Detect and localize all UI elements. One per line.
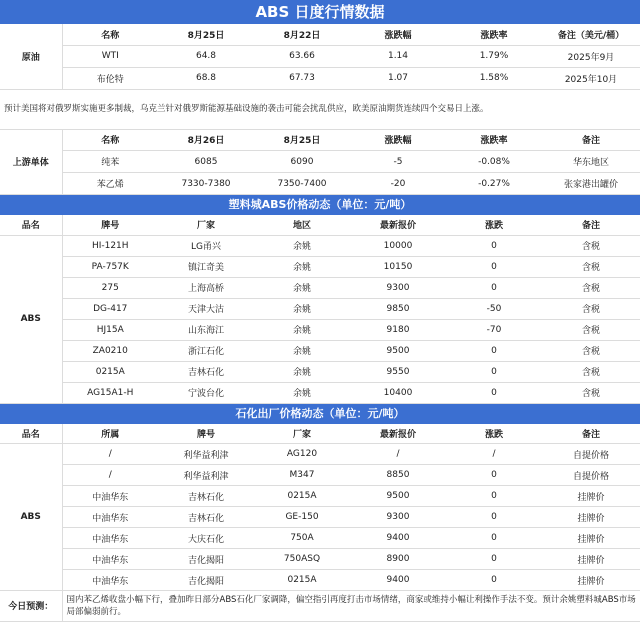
header-cell: 涨跌幅 (350, 24, 446, 45)
table-cell: 1.79% (446, 45, 542, 67)
table-cell: 0 (446, 382, 542, 403)
table-cell: 利华益利津 (158, 444, 254, 465)
factory-price-banner: 石化出厂价格动态（单位：元/吨） (0, 404, 640, 424)
table-cell: 0215A (62, 361, 158, 382)
table-cell: 0 (446, 465, 542, 486)
table-cell: 9850 (350, 298, 446, 319)
table-cell: -0.08% (446, 151, 542, 173)
crude-oil-label: 原油 (0, 24, 62, 89)
table-cell: 0215A (254, 486, 350, 507)
table-cell: 8850 (350, 465, 446, 486)
table-cell: 镇江奇美 (158, 256, 254, 277)
table-cell: 1.14 (350, 45, 446, 67)
table-cell: M347 (254, 465, 350, 486)
table-cell: 10400 (350, 382, 446, 403)
table-cell: 余姚 (254, 277, 350, 298)
header-cell: 备注 (542, 424, 640, 444)
table-row (0, 173, 640, 195)
table-cell: 750A (254, 528, 350, 549)
header-cell: 名称 (62, 130, 158, 151)
table-cell: 9500 (350, 486, 446, 507)
table-cell: 苯乙烯 (62, 173, 158, 195)
table-cell: 吉林石化 (158, 486, 254, 507)
table-cell: DG-417 (62, 298, 158, 319)
table-cell: 挂牌价 (542, 528, 640, 549)
table-cell: 67.73 (254, 67, 350, 89)
table-cell: AG120 (254, 444, 350, 465)
table-cell: 64.8 (158, 45, 254, 67)
table-cell: PA-757K (62, 256, 158, 277)
table-cell: 0215A (254, 570, 350, 591)
table-cell: 浙江石化 (158, 340, 254, 361)
table-cell: AG15A1-H (62, 382, 158, 403)
table-row (0, 151, 640, 173)
table-cell: 2025年9月 (542, 45, 640, 67)
table-row (0, 361, 640, 382)
table-cell: 余姚 (254, 319, 350, 340)
header-cell: 备注 (542, 215, 640, 235)
table-cell: 0 (446, 340, 542, 361)
table-cell: 吉化揭阳 (158, 570, 254, 591)
table-cell: 含税 (542, 382, 640, 403)
table-cell: 7350-7400 (254, 173, 350, 195)
table-cell: 8900 (350, 549, 446, 570)
table-cell: 275 (62, 277, 158, 298)
table-cell: 余姚 (254, 235, 350, 256)
table-row (0, 256, 640, 277)
table-cell: / (446, 444, 542, 465)
table-cell: 含税 (542, 256, 640, 277)
table-cell: 9550 (350, 361, 446, 382)
table-cell: 山东海江 (158, 319, 254, 340)
table-cell: 吉林石化 (158, 361, 254, 382)
table-cell: 含税 (542, 235, 640, 256)
table-cell: 10000 (350, 235, 446, 256)
table-cell: 上海高桥 (158, 277, 254, 298)
table-cell: 10150 (350, 256, 446, 277)
table-cell: 自提价格 (542, 444, 640, 465)
table-cell: 含税 (542, 298, 640, 319)
header-cell: 涨跌幅 (350, 130, 446, 151)
table-row (0, 45, 640, 67)
header-cell: 所属 (62, 424, 158, 444)
table-row (0, 382, 640, 403)
header-cell: 8月25日 (254, 130, 350, 151)
table-cell: 1.07 (350, 67, 446, 89)
table-cell: 挂牌价 (542, 570, 640, 591)
table-cell: 0 (446, 256, 542, 277)
table-cell: -20 (350, 173, 446, 195)
header-cell: 品名 (0, 424, 62, 444)
crude-oil-table (0, 24, 640, 130)
table-cell: -70 (446, 319, 542, 340)
table-cell: 布伦特 (62, 67, 158, 89)
table-row (0, 444, 640, 465)
table-cell: 余姚 (254, 340, 350, 361)
upstream-monomer-table (0, 130, 640, 196)
report-title: ABS 日度行情数据 (0, 0, 640, 24)
header-cell: 8月26日 (158, 130, 254, 151)
table-cell: 挂牌价 (542, 507, 640, 528)
table-row (0, 486, 640, 507)
table-cell: 6090 (254, 151, 350, 173)
header-cell: 名称 (62, 24, 158, 45)
table-row (0, 570, 640, 591)
table-cell: 0 (446, 235, 542, 256)
table-cell: 1.58% (446, 67, 542, 89)
table-row (0, 298, 640, 319)
table-cell: 宁波台化 (158, 382, 254, 403)
table-cell: GE-150 (254, 507, 350, 528)
header-cell: 厂家 (254, 424, 350, 444)
table-cell: 9300 (350, 277, 446, 298)
table-cell: 利华益利津 (158, 465, 254, 486)
table-cell: -5 (350, 151, 446, 173)
header-cell: 涨跌率 (446, 130, 542, 151)
header-cell: 涨跌 (446, 215, 542, 235)
table-cell: 7330-7380 (158, 173, 254, 195)
table-cell: 中油华东 (62, 507, 158, 528)
table-row (0, 319, 640, 340)
table-cell: 2025年10月 (542, 67, 640, 89)
header-cell: 厂家 (158, 215, 254, 235)
table-cell: 含税 (542, 319, 640, 340)
table-row (0, 277, 640, 298)
table-cell: 9400 (350, 528, 446, 549)
table-cell: 中油华东 (62, 570, 158, 591)
table-row (0, 340, 640, 361)
header-cell: 涨跌 (446, 424, 542, 444)
table-cell: / (62, 444, 158, 465)
table-cell: 750ASQ (254, 549, 350, 570)
table-cell: HI-121H (62, 235, 158, 256)
header-cell: 备注（美元/桶） (542, 24, 640, 45)
header-cell: 最新报价 (350, 424, 446, 444)
table-cell: 0 (446, 486, 542, 507)
table-row (0, 528, 640, 549)
crude-oil-note: 预计美国将对俄罗斯实施更多制裁，乌克兰针对俄罗斯能源基础设施的袭击可能会扰乱供应，欧美原油期货连续四个交易日上涨。 (0, 89, 640, 129)
table-cell: 9300 (350, 507, 446, 528)
table-cell: 0 (446, 277, 542, 298)
table-row (0, 507, 640, 528)
table-cell: 9180 (350, 319, 446, 340)
table-cell: 9500 (350, 340, 446, 361)
table-cell: 0 (446, 528, 542, 549)
table-row (0, 465, 640, 486)
table-cell: 含税 (542, 277, 640, 298)
table-cell: 纯苯 (62, 151, 158, 173)
table-cell: / (350, 444, 446, 465)
forecast-label: 今日预测： (0, 591, 62, 621)
product-label: ABS (0, 444, 62, 591)
table-cell: 自提价格 (542, 465, 640, 486)
table-cell: 张家港出罐价 (542, 173, 640, 195)
table-cell: 含税 (542, 340, 640, 361)
table-cell: 余姚 (254, 382, 350, 403)
header-cell: 牌号 (158, 424, 254, 444)
table-cell: 余姚 (254, 298, 350, 319)
header-cell: 8月22日 (254, 24, 350, 45)
header-cell: 8月25日 (158, 24, 254, 45)
table-cell: -50 (446, 298, 542, 319)
table-cell: LG甬兴 (158, 235, 254, 256)
table-cell: 中油华东 (62, 528, 158, 549)
table-cell: 中油华东 (62, 549, 158, 570)
table-row (0, 67, 640, 89)
table-cell: WTI (62, 45, 158, 67)
forecast-text: 国内苯乙烯收盘小幅下行，叠加昨日部分ABS石化厂家调降，偏空指引再度打击市场情绪，商家或维持小幅让利操作手法不变。预计余姚塑料城ABS市场局部偏弱前行。 (62, 591, 640, 621)
plastic-city-table (0, 215, 640, 404)
header-cell: 地区 (254, 215, 350, 235)
table-cell: 63.66 (254, 45, 350, 67)
table-cell: HJ15A (62, 319, 158, 340)
product-label: ABS (0, 235, 62, 403)
table-cell: 0 (446, 549, 542, 570)
table-cell: 吉林石化 (158, 507, 254, 528)
plastic-city-banner: 塑料城ABS价格动态（单位：元/吨） (0, 195, 640, 215)
table-cell: / (62, 465, 158, 486)
table-cell: 余姚 (254, 256, 350, 277)
table-cell: -0.27% (446, 173, 542, 195)
table-cell: ZA0210 (62, 340, 158, 361)
forecast-table (0, 591, 640, 622)
table-cell: 6085 (158, 151, 254, 173)
table-cell: 大庆石化 (158, 528, 254, 549)
header-cell: 最新报价 (350, 215, 446, 235)
table-cell: 华东地区 (542, 151, 640, 173)
header-cell: 牌号 (62, 215, 158, 235)
table-cell: 挂牌价 (542, 486, 640, 507)
table-cell: 余姚 (254, 361, 350, 382)
table-cell: 68.8 (158, 67, 254, 89)
header-cell: 备注 (542, 130, 640, 151)
table-cell: 9400 (350, 570, 446, 591)
header-cell: 涨跌率 (446, 24, 542, 45)
table-cell: 天津大沽 (158, 298, 254, 319)
table-cell: 含税 (542, 361, 640, 382)
upstream-monomer-label: 上游单体 (0, 130, 62, 195)
table-cell: 吉化揭阳 (158, 549, 254, 570)
factory-price-table (0, 424, 640, 592)
header-cell: 品名 (0, 215, 62, 235)
table-cell: 0 (446, 507, 542, 528)
table-cell: 0 (446, 570, 542, 591)
table-cell: 0 (446, 361, 542, 382)
table-row (0, 549, 640, 570)
table-cell: 挂牌价 (542, 549, 640, 570)
table-row (0, 235, 640, 256)
table-cell: 中油华东 (62, 486, 158, 507)
